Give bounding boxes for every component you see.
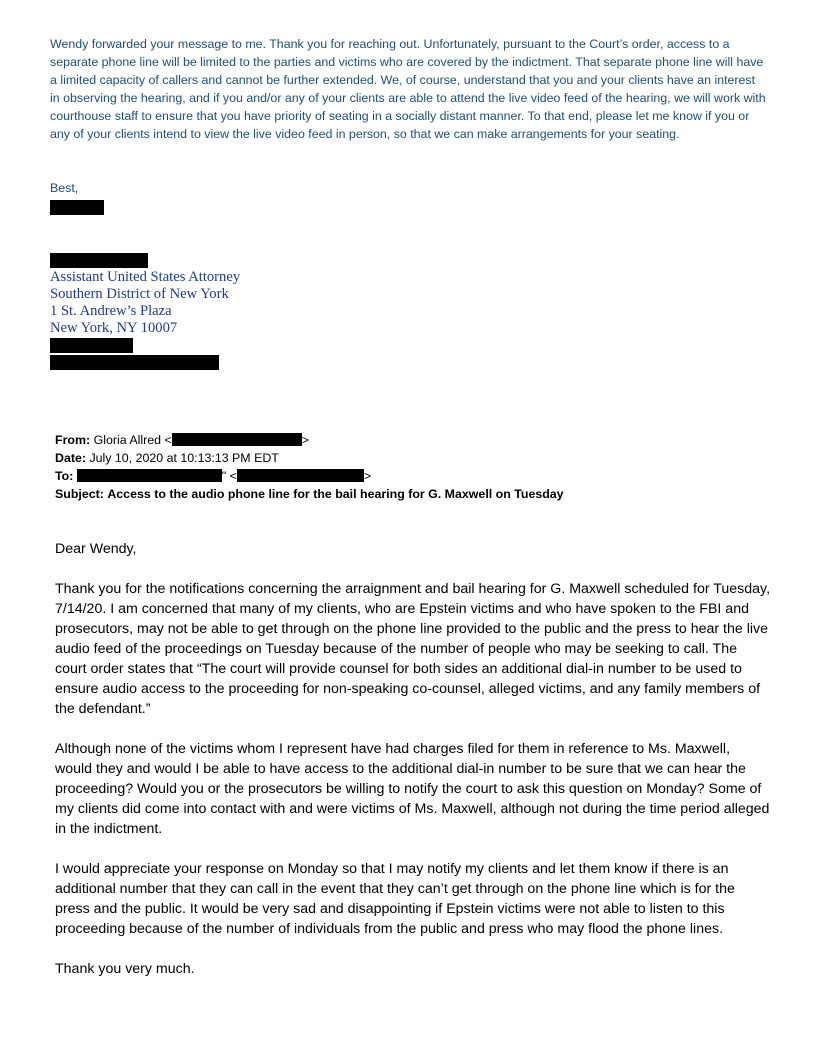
from-name: Gloria Allred < [93, 433, 172, 447]
redaction-block [50, 338, 133, 353]
subject-value: Access to the audio phone line for the bail hearing for G. Maxwell on Tuesday [107, 487, 564, 501]
to-mid: " < [221, 469, 237, 483]
original-message [55, 539, 771, 999]
greeting: Dear Wendy, [55, 541, 137, 557]
signoff: Thank you very much. [55, 961, 195, 977]
redaction-block [237, 469, 364, 482]
message-paragraph-2: Although none of the victims whom I represent have had charges filed for them in reference to Ms. Maxwell, would they and would I be able to have access to the additional dial-in number to be sure that we can hear the proceeding? Would you or the prosecutors be willing to notify the court to ask this question on Monday? Some of my clients did come into contact with and were victims of Ms. Maxwell, although not during the time period alleged in the indictment. [55, 741, 770, 837]
forwarded-email-header [55, 431, 564, 503]
signature-office: Southern District of New York [50, 286, 229, 302]
from-label: From: [55, 433, 91, 447]
reply-message [50, 35, 766, 144]
from-row [55, 431, 564, 449]
redaction-block [172, 433, 302, 446]
message-paragraph-3: I would appreciate your response on Monday so that I may notify my clients and let them know if there is an additional number that they can call in the event that they can’t get through on the phone line which is for the press and the public. It would be very sad and disappointing if Epstein victims were not able to listen to this proceeding because of the number of individuals from the public and press who may flood the phone lines. [55, 861, 735, 937]
redaction-block [50, 355, 219, 370]
signature-street: 1 St. Andrew’s Plaza [50, 303, 172, 319]
signature-city: New York, NY 10007 [50, 320, 178, 336]
date-row [55, 449, 564, 467]
subject-label: Subject: [55, 487, 104, 501]
to-row [55, 467, 564, 485]
reply-closing: Best, [50, 181, 79, 195]
message-paragraph-1: Thank you for the notifications concerning the arraignment and bail hearing for G. Maxwell scheduled for Tuesday, 7/14/20. I am concerned that many of my clients, who are Epstein victims and who have spoken to the FBI and prosecutors, may not be able to get through on the phone line provided to the public and the press to hear the live audio feed of the proceedings on Tuesday because of the number of people who may be seeking to call. The court order states that “The court will provide counsel for both sides an additional dial-in number to be used to ensure audio access to the proceeding for non-speaking co-counsel, alleged victims, and any family members of the defendant.” [55, 581, 771, 717]
redaction-block [77, 469, 222, 482]
date-value: July 10, 2020 at 10:13:13 PM EDT [89, 451, 279, 465]
signature-title: Assistant United States Attorney [50, 269, 241, 285]
redaction-block [50, 200, 104, 215]
date-label: Date: [55, 451, 86, 465]
signature-block [50, 269, 240, 337]
reply-paragraph: Wendy forwarded your message to me. Thank you for reaching out. Unfortunately, pursuant to the Court’s order, access to a separate phone line will be limited to the parties and victims who are covered by the indictment. That separate phone line will have a limited capacity of callers and cannot be further extended. We, of course, understand that you and your clients have an interest in observing the hearing, and if you and/or any of your clients are able to attend the live video feed of the hearing, we will work with courthouse staff to ensure that you have priority of seating in a socially distant manner. To that end, please let me know if you or any of your clients intend to view the live video feed in person, so that we can make arrangements for your seating. [50, 37, 766, 142]
from-close: > [301, 433, 309, 447]
to-label: To: [55, 469, 74, 483]
subject-row [55, 485, 564, 503]
redaction-block [50, 253, 148, 268]
to-close: > [363, 469, 372, 483]
